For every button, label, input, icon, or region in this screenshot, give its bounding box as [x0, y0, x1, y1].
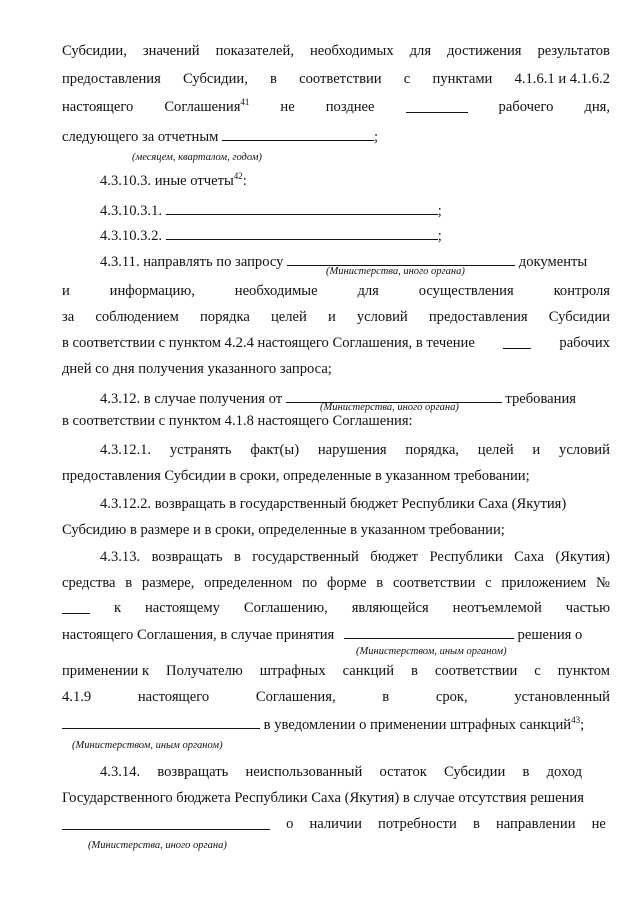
word: Получателю	[166, 663, 243, 679]
word: форме	[326, 575, 367, 591]
punct: ;	[580, 717, 585, 733]
clause-4-3-13-line-4	[62, 624, 582, 644]
word: рабочего	[498, 99, 554, 115]
word: Субсидии	[444, 764, 506, 780]
word: соответствии	[392, 575, 476, 591]
punct: ;	[374, 129, 379, 145]
word: условий	[356, 309, 408, 325]
word: 4.3.14.	[100, 764, 141, 780]
word: санкций	[342, 663, 395, 679]
footnote-ref: 41	[240, 97, 250, 108]
blank-line	[62, 599, 90, 614]
word: в	[382, 689, 390, 705]
clause-4-3-10-3-1	[100, 200, 442, 220]
clause-4-3-14-line-2: Государственного бюджета Республики Саха (Якутия) в случае отсутствия решения	[62, 790, 584, 806]
blank-line	[287, 251, 515, 266]
clause-4-3-10-3	[100, 172, 247, 190]
word: Соглашению,	[243, 600, 328, 616]
word: с	[485, 575, 492, 591]
clause-4-3-13-line-2	[62, 574, 610, 592]
clause-4-3-11-line-5: дней со дня получения указанного запроса;	[62, 361, 332, 377]
text: 4.3.10.3. иные отчеты	[100, 173, 234, 189]
word: в	[522, 764, 530, 780]
clause-4-3-12-line-2: в соответствии с пунктом 4.1.8 настоящего Соглашения:	[62, 413, 413, 429]
clause-4-3-13-line-7	[62, 714, 584, 734]
word: размере,	[141, 575, 195, 591]
word: возвращать	[157, 764, 229, 780]
clause-4-3-12-1-line-2: предоставления Субсидии в сроки, определенные в указанном требовании;	[62, 468, 530, 484]
word: 4.3.12.1.	[100, 442, 152, 458]
word: срок,	[435, 689, 468, 705]
word: в	[376, 575, 384, 591]
word: порядка,	[405, 442, 459, 458]
blank-line	[166, 225, 438, 240]
word: Субсидии,	[182, 71, 248, 87]
word: являющейся	[351, 600, 429, 616]
word: доход	[546, 764, 582, 780]
blank-line	[62, 815, 270, 830]
word: пунктами	[432, 71, 493, 87]
word: значений	[142, 43, 200, 59]
clause-4-3-11-line-3	[62, 308, 610, 326]
word: целей	[477, 442, 514, 458]
clause-4-3-10-3-2	[100, 225, 442, 245]
word: в	[411, 663, 418, 679]
word: показателей,	[215, 43, 294, 59]
word: настоящему	[144, 600, 220, 616]
blank-caption: (Министерства, иного органа)	[88, 840, 227, 851]
word: Республики	[429, 549, 503, 565]
word: определенном	[204, 575, 293, 591]
word: средства	[62, 575, 116, 591]
word: и	[532, 442, 541, 458]
word: неиспользованный	[245, 764, 363, 780]
clause-4-3-12-1-line-1	[100, 441, 610, 459]
word: Саха	[514, 549, 544, 565]
word: неотъемлемой	[452, 600, 542, 616]
text: 4.3.12. в случае получения от	[100, 391, 283, 407]
word: факт(ы)	[250, 442, 300, 458]
word: частью	[565, 600, 610, 616]
word: в	[270, 71, 277, 87]
p1-line-1	[62, 42, 610, 60]
text: 4.3.11. направлять по запросу	[100, 254, 284, 270]
word: настоящего	[137, 689, 210, 705]
blank-line	[406, 98, 468, 113]
word: целей	[270, 309, 307, 325]
text: требования	[505, 391, 576, 407]
clause-4-3-13-line-6	[62, 688, 610, 706]
clause-4-3-13-line-3	[62, 599, 610, 617]
blank-line	[166, 200, 438, 215]
word: к	[113, 600, 122, 616]
blank-line	[286, 388, 502, 403]
word: результатов	[537, 43, 610, 59]
blank-caption: (Министерством, иным органом)	[72, 740, 223, 751]
blank-caption: (месяцем, кварталом, годом)	[132, 152, 262, 163]
word: порядка	[199, 309, 250, 325]
text: в уведомлении о применении штрафных санкций	[263, 717, 572, 733]
word: Субсидии	[548, 309, 610, 325]
word: и	[327, 309, 336, 325]
punct: :	[242, 173, 247, 189]
word: соответствии	[299, 71, 382, 87]
word: Субсидии,	[62, 43, 127, 59]
word-with-footnote	[164, 98, 249, 116]
word: направлении	[495, 816, 576, 832]
blank-line	[344, 624, 514, 639]
clause-4-3-14-line-1	[100, 763, 582, 781]
word: необходимых	[309, 43, 394, 59]
word: 4.1.9	[62, 689, 92, 705]
word: не	[280, 99, 295, 115]
word: пунктом	[557, 663, 610, 679]
word: информацию,	[109, 283, 195, 299]
word: бюджет	[370, 549, 419, 565]
word: установленный	[514, 689, 610, 705]
word: с	[534, 663, 541, 679]
text: решения о	[517, 627, 583, 643]
word: в	[233, 549, 241, 565]
clause-4-3-13-line-5	[62, 662, 610, 680]
word: настоящего	[62, 99, 134, 115]
word: возвращать	[151, 549, 223, 565]
text: настоящего Соглашения, в случае принятия	[62, 627, 335, 643]
word: (Якутия)	[555, 549, 610, 565]
blank-line	[503, 334, 531, 349]
word: штрафных	[259, 663, 326, 679]
word: условий	[559, 442, 610, 458]
word: необходимые	[234, 283, 318, 299]
word: Соглашения	[164, 99, 241, 115]
word: №	[595, 575, 610, 591]
word: контроля	[553, 283, 610, 299]
punct: ;	[437, 203, 442, 219]
text: документы	[518, 254, 588, 270]
word: позднее	[325, 99, 375, 115]
word: с	[403, 71, 411, 87]
word: и	[62, 283, 70, 299]
word: за	[62, 309, 75, 325]
word: для	[357, 283, 379, 299]
word: приложением	[501, 575, 587, 591]
footnote-ref: 42	[233, 171, 243, 182]
blank-caption: (Министерства, иного органа)	[326, 266, 465, 277]
word: дня,	[584, 99, 610, 115]
word: устранять	[169, 442, 232, 458]
p1-line-4	[62, 126, 378, 146]
text: в соответствии с пунктом 4.2.4 настоящего Соглашения, в течение	[62, 335, 475, 351]
word: соблюдением	[95, 309, 179, 325]
word: для	[409, 43, 432, 59]
blank-line	[62, 714, 260, 729]
word: соответствии	[434, 663, 518, 679]
word: предоставления	[62, 71, 161, 87]
word: государственный	[252, 549, 359, 565]
word: достижения	[447, 43, 522, 59]
p1-line-3	[62, 98, 610, 116]
clause-number: 4.3.10.3.2.	[100, 228, 163, 244]
clause-4-3-12-2-line-2: Субсидию в размере и в сроки, определенные в указанном требовании;	[62, 522, 505, 538]
blank-caption: (Министерства, иного органа)	[320, 402, 459, 413]
word: наличии	[309, 816, 362, 832]
blank-caption: (Министерством, иным органом)	[356, 646, 507, 657]
blank-line	[222, 126, 374, 141]
word: не	[591, 816, 606, 832]
clause-4-3-12-2-line-1: 4.3.12.2. возвращать в государственный бюджет Республики Саха (Якутия)	[100, 496, 567, 512]
word: остаток	[379, 764, 427, 780]
word: потребности	[378, 816, 457, 832]
clause-4-3-13-line-1	[100, 548, 610, 566]
clause-4-3-11-line-2	[62, 282, 610, 300]
text: рабочих	[559, 335, 610, 351]
clause-4-3-11-line-4	[62, 334, 610, 352]
word: по	[302, 575, 318, 591]
word: в	[125, 575, 133, 591]
word: 4.3.13.	[100, 549, 141, 565]
p1-line-2	[62, 70, 610, 88]
word: нарушения	[317, 442, 387, 458]
word: применении к	[62, 663, 150, 679]
clause-4-3-14-line-3	[62, 815, 606, 833]
word: о	[286, 816, 294, 832]
text: следующего за отчетным	[62, 129, 219, 145]
word: Соглашения,	[255, 689, 336, 705]
footnote-ref: 43	[571, 715, 581, 726]
word: предоставления	[428, 309, 528, 325]
clause-number: 4.3.10.3.1.	[100, 203, 163, 219]
word: осуществления	[418, 283, 514, 299]
word: в	[472, 816, 480, 832]
punct: ;	[437, 228, 442, 244]
word: 4.1.6.1 и 4.1.6.2	[514, 71, 610, 87]
